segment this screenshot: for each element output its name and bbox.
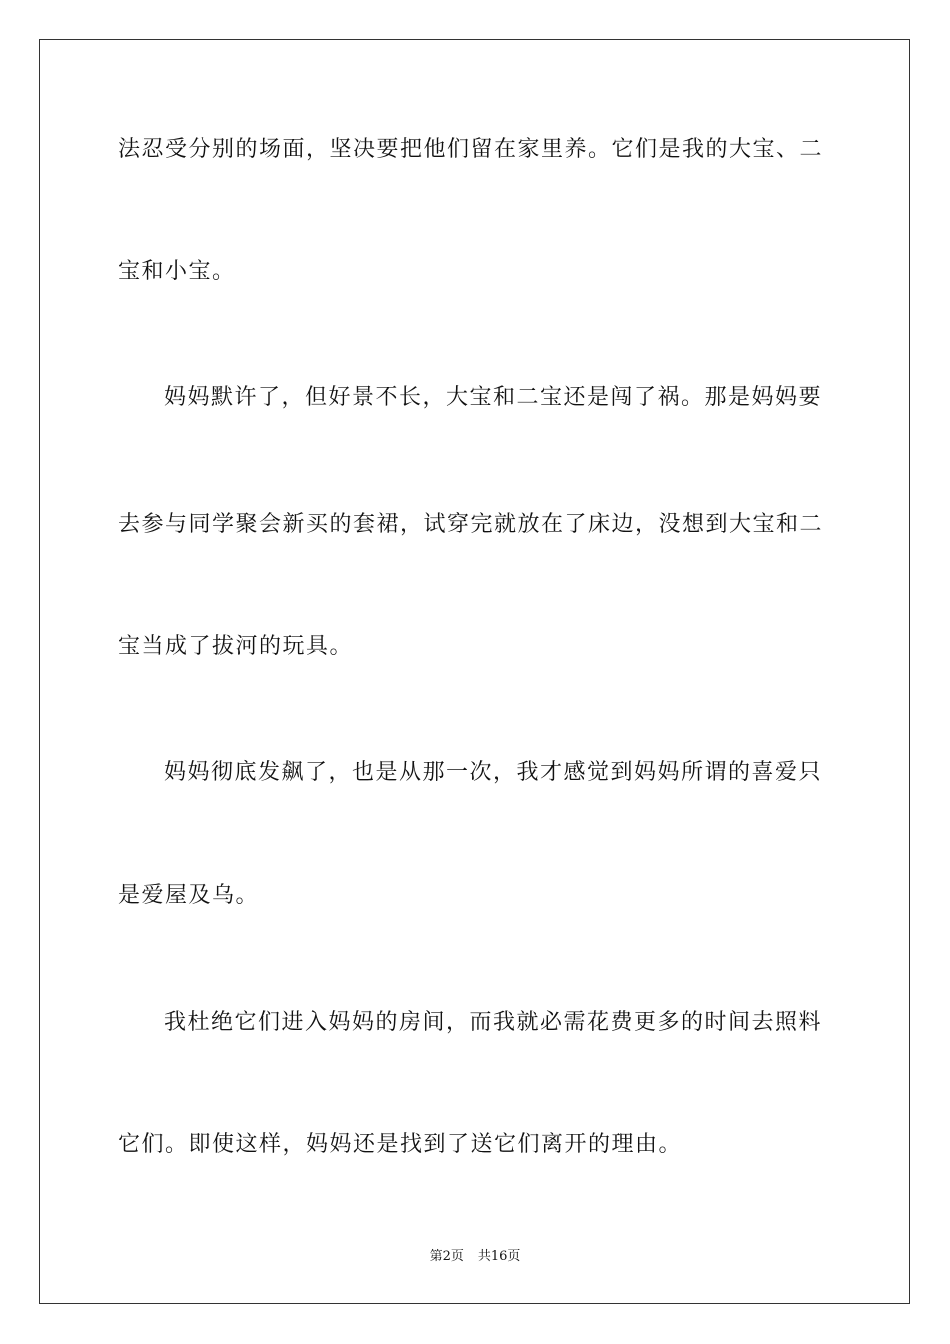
text-line: 妈妈默许了，但好景不长，大宝和二宝还是闯了祸。那是妈妈要 [164,385,823,410]
page-total: 共16页 [477,1249,521,1264]
page-number: 第2页 [429,1249,464,1264]
text-line: 去参与同学聚会新买的套裙，试穿完就放在了床边，没想到大宝和二 [118,512,824,537]
text-line: 是爱屋及乌。 [118,883,260,908]
text-line: 宝当成了拔河的玩具。 [118,634,354,659]
text-line: 宝和小宝。 [118,259,236,284]
text-line: 法忍受分别的场面，坚决要把他们留在家里养。它们是我的大宝、二 [118,137,824,162]
page-border [39,39,910,1304]
text-line: 我杜绝它们进入妈妈的房间，而我就必需花费更多的时间去照料 [164,1010,823,1035]
page-footer [0,1248,950,1266]
text-line: 妈妈彻底发飙了，也是从那一次，我才感觉到妈妈所谓的喜爱只 [164,760,823,785]
text-line: 它们。即使这样，妈妈还是找到了送它们离开的理由。 [118,1132,683,1157]
